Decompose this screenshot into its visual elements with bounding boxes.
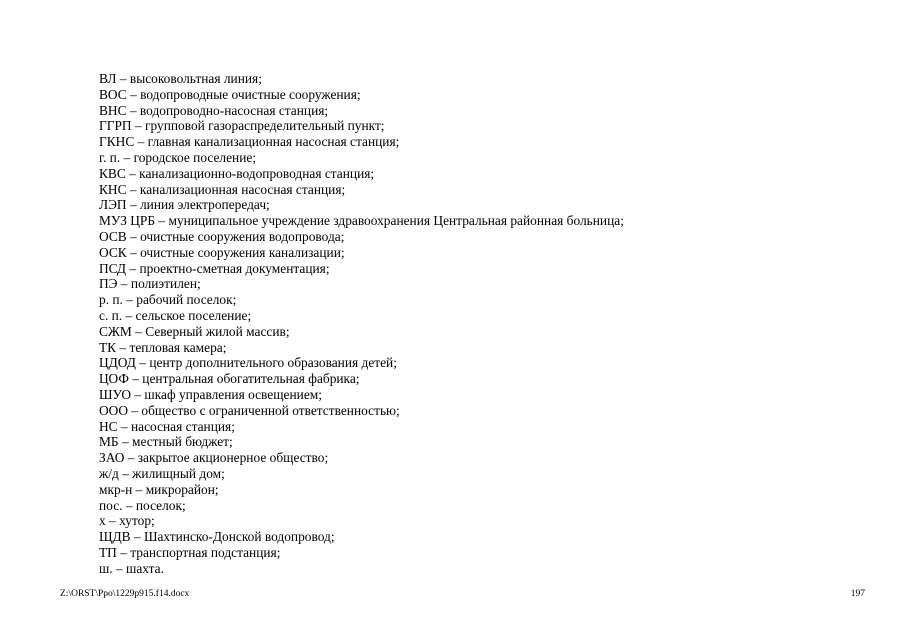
list-item: ООО – общество с ограниченной ответственностью;: [99, 402, 400, 418]
list-item: ПЭ – полиэтилен;: [99, 276, 201, 292]
list-item: НС – насосная станция;: [99, 418, 235, 434]
list-item: ПСД – проектно-сметная документация;: [99, 260, 330, 276]
list-item: КНС – канализационная насосная станция;: [99, 181, 346, 197]
list-item: ВЛ – высоковольтная линия;: [99, 71, 262, 86]
footer-page-number: 197: [850, 589, 865, 599]
list-item: ГКНС – главная канализационная насосная станция;: [99, 134, 400, 150]
list-item: ш. – шахта.: [99, 560, 164, 576]
list-item: ТП – транспортная подстанция;: [99, 544, 281, 560]
list-item: ЛЭП – линия электропередач;: [99, 197, 270, 213]
list-item: с. п. – сельское поселение;: [99, 307, 252, 323]
list-item: ЦДОД – центр дополнительного образования детей;: [99, 355, 397, 371]
list-item: ТК – тепловая камера;: [99, 339, 227, 355]
list-item: МБ – местный бюджет;: [99, 434, 233, 450]
list-item: МУЗ ЦРБ – муниципальное учреждение здравоохранения Центральная районная больница;: [99, 213, 624, 229]
footer-file-path: Z:\ORST\Ppo\1229p915.f14.docx: [60, 589, 190, 599]
list-item: пос. – поселок;: [99, 497, 186, 513]
abbreviation-list: [99, 71, 624, 577]
list-item: ЩДВ – Шахтинско-Донской водопровод;: [99, 529, 335, 545]
list-item: ЗАО – закрытое акционерное общество;: [99, 450, 329, 466]
list-item: ЦОФ – центральная обогатительная фабрика;: [99, 371, 360, 387]
list-item: ВНС – водопроводно-насосная станция;: [99, 102, 329, 118]
list-item: ШУО – шкаф управления освещением;: [99, 386, 322, 402]
list-item: КВС – канализационно-водопроводная станция;: [99, 165, 375, 181]
list-item: х – хутор;: [99, 513, 155, 529]
list-item: мкр-н – микрорайон;: [99, 481, 219, 497]
list-item: р. п. – рабочий поселок;: [99, 292, 237, 308]
list-item: ОСК – очистные сооружения канализации;: [99, 244, 345, 260]
list-item: ВОС – водопроводные очистные сооружения;: [99, 86, 361, 102]
list-item: ж/д – жилищный дом;: [99, 465, 225, 481]
list-item: СЖМ – Северный жилой массив;: [99, 323, 290, 339]
list-item: ГГРП – групповой газораспределительный пункт;: [99, 118, 385, 134]
list-item: ОСВ – очистные сооружения водопровода;: [99, 228, 345, 244]
list-item: г. п. – городское поселение;: [99, 149, 257, 165]
